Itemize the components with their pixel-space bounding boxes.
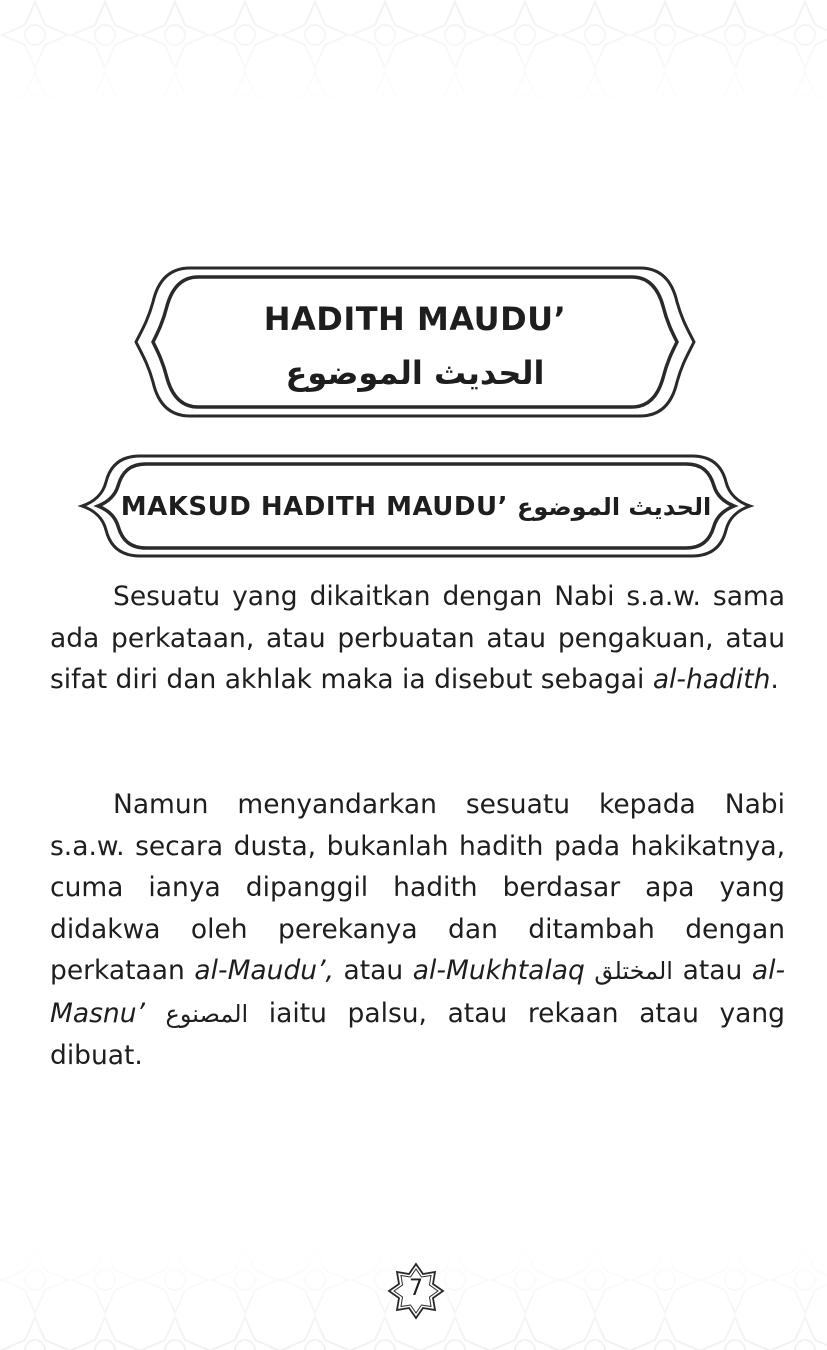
paragraph-explanation (50, 784, 785, 1077)
term-al-mukhtalaq: al-Mukhtalaq (412, 955, 585, 986)
paragraph-text: Namun menyandarkan sesuatu kepada Nabi s.a.w. secara dusta, bukanlah hadith pada hakikatnya, cuma ianya dipanggil hadith berdasar apa yang didakwa oleh perekanya dan ditambah dengan perkataan (50, 789, 785, 986)
ornate-frame-icon (132, 262, 698, 422)
page-title: HADITH MAUDU’ (263, 300, 567, 338)
paragraph-text: Sesuatu yang dikaitkan dengan Nabi s.a.w. sama ada perkataan, atau perbuatan atau pengakuan, atau sifat diri dan akhlak maka ia disebut sebagai (50, 581, 785, 695)
section-heading (78, 492, 754, 522)
section-heading-text: MAKSUD HADITH MAUDU’ (120, 492, 508, 522)
paragraph-definition (50, 576, 785, 701)
page-number-badge (386, 1261, 446, 1321)
decorative-pattern-top (0, 0, 827, 110)
term-al-maudu: al-Maudu’, (194, 955, 334, 986)
title-frame (132, 262, 698, 422)
term-al-hadith: al-hadith (652, 664, 771, 695)
paragraph-text: . (770, 664, 779, 695)
paragraph-text: iaitu palsu, atau rekaan atau yang dibuat. (50, 997, 785, 1071)
subheading-frame (78, 452, 754, 560)
term-al-masnu: al-Masnu’ (50, 955, 786, 1029)
term-al-masnu-arabic: المصنوع (165, 999, 249, 1028)
page-title-arabic: الحديث الموضوع (285, 354, 545, 392)
paragraph-text: atau (333, 955, 413, 986)
paragraph-text: atau (672, 955, 752, 986)
section-heading-arabic: الحديث الموضوع (517, 493, 712, 521)
page-number: 7 (409, 1276, 423, 1301)
term-al-mukhtalaq-arabic: المختلق (594, 957, 673, 985)
